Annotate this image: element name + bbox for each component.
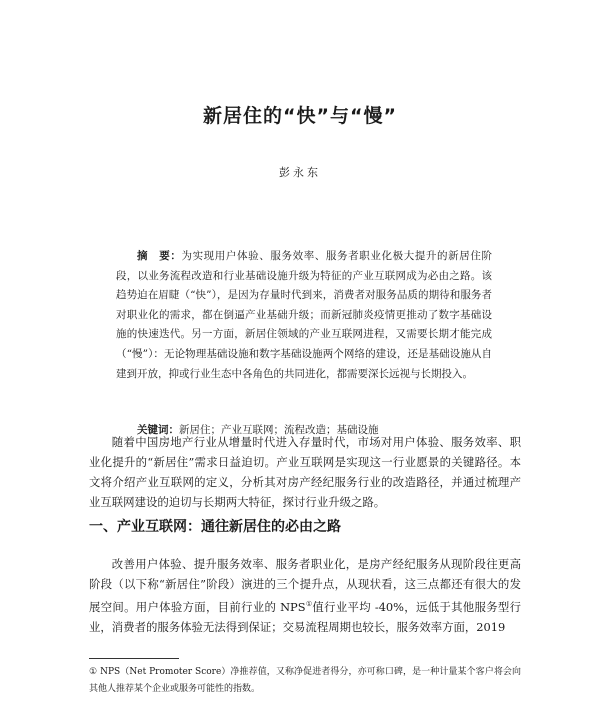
footnote-text: NPS（Net Promoter Score）净推荐值，又称净促进者得分，亦可称口碑，是一种计量某个客户将会向其他人推荐某个企业或服务可能性的指数。 [89, 667, 521, 694]
footnote-reference: ① [305, 600, 313, 608]
abstract [116, 247, 492, 384]
abstract-label: 摘 要： [137, 250, 182, 262]
article-title: 新居住的“快”与“慢” [203, 105, 397, 127]
intro-paragraph: 随着中国房地产行业从增量时代进入存量时代，市场对用户体验、服务效率、职业化提升的“新居住”需求日益迫切。产业互联网是实现这一行业愿景的关键路径。本文将介绍产业互联网的定义，分析其对房产经纪服务行业的改造路径，并通过梳理产业互联网建设的迫切与长期两大特征，探讨行业升级之路。 [89, 435, 521, 509]
body-paragraph-start: 改善用户体验、提升服务效率、服务者职业化，是房产经纪服务从现阶段往更高阶段（以下称“新居住”阶段）演进的三个提升点，从现状看，这三点都还有很大的发展空间。用户体验方面，目前行业的 NPS [89, 557, 521, 614]
keywords-label: 关键词： [137, 424, 179, 436]
body-paragraph-end: 值行业平均 -40%，远低于其他服务型行业，消费者的服务体验无法得到保证；交易流程周期也较长，服务效率方面，2019 [89, 599, 521, 634]
abstract-text: 为实现用户体验、服务效率、服务者职业化极大提升的新居住阶段，以业务流程改造和行业基础设施升级为特征的产业互联网成为必由之路。该趋势迫在眉睫（“快”），是因为存量时代到来，消费者对服务品质的期待和服务者对职业化的需求，都在倒逼产业基础升级；而新冠肺炎疫情更推动了数字基础设施的快速迭代。另一方面，新居住领域的产业互联网进程，又需要长期才能完成（“慢”）：无论物理基础设施和数字基础设施两个网络的建设，还是基础设施从自建到开放，抑或行业生态中各角色的共同进化，都需要深长远视与长期投入。 [116, 250, 493, 380]
section-heading: 一、产业互联网：通往新居住的必由之路 [89, 519, 341, 535]
body-paragraph [89, 554, 521, 637]
footnote-mark: ① [89, 667, 98, 677]
footnote [89, 664, 521, 698]
author-name: 彭永东 [279, 166, 321, 179]
footnote-divider [89, 658, 179, 659]
keywords-text: 新居住；产业互联网；流程改造；基础设施 [179, 424, 379, 436]
